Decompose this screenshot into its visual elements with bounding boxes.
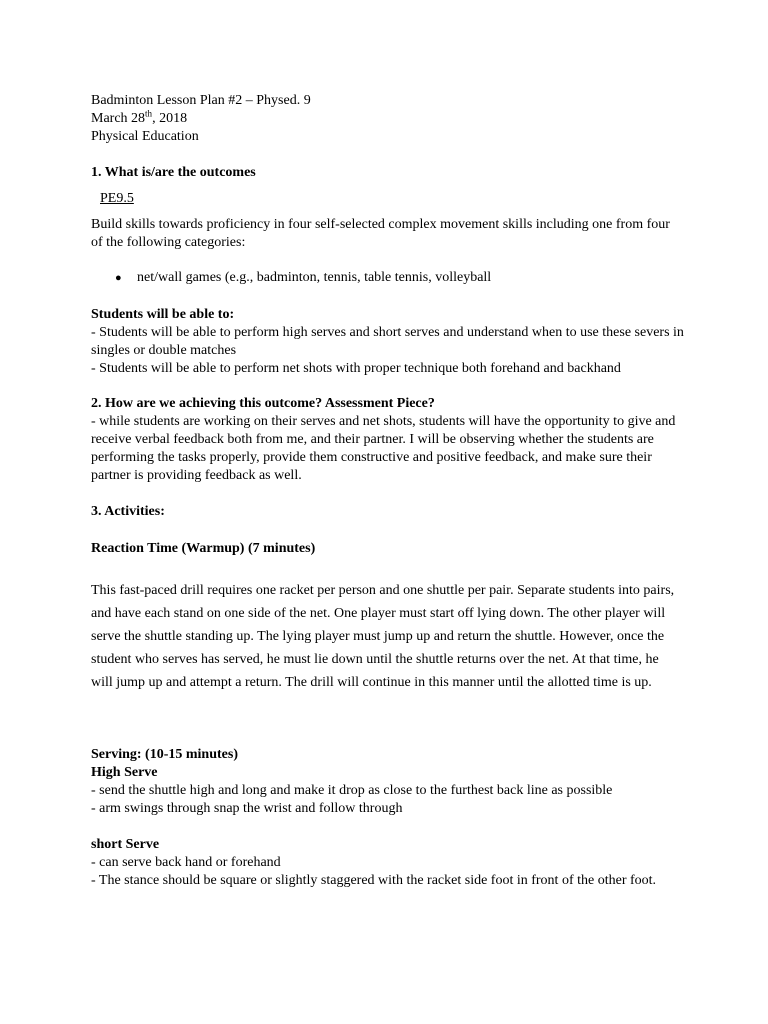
section3-heading: 3. Activities: (91, 504, 165, 519)
list-item: - can serve back hand or forehand (91, 855, 281, 870)
category-list (91, 269, 681, 287)
list-item (91, 269, 681, 287)
date-ordinal: th (145, 108, 153, 119)
able-item (91, 360, 681, 378)
section2-body: - while students are working on their serves and net shots, students will have the opportunity to give and receive verbal feedback both from me, and their partner. I will be observing whether the students are performing the tasks properly, provide them constructive and positive feedback, and make sure their partner is providing feedback as well. (91, 414, 676, 483)
outcome-code-text: PE9.5 (100, 191, 134, 206)
section1-heading: 1. What is/are the outcomes (91, 165, 256, 180)
able-item-text: - Students will be able to perform net shots with proper technique both forehand and backhand (91, 361, 621, 376)
warmup-body: This fast-paced drill requires one racket per person and one shuttle per pair. Separate students into pairs, and have each stand on one side of the net. One player must start off lying down. The other player will serve the shuttle standing up. The lying player must jump up and return the shuttle. However, once the student who serves has served, he must lie down until the shuttle returns over the net. At that time, he will jump up and attempt a return. The drill will continue in this manner until the allotted time is up. (91, 583, 675, 690)
list-item-text: net/wall games (e.g., badminton, tennis, table tennis, volleyball (137, 270, 492, 285)
serving-heading: Serving: (10-15 minutes) (91, 747, 238, 762)
date-prefix: March 28 (91, 111, 146, 126)
document-header (91, 92, 681, 146)
list-item: - The stance should be square or slightly staggered with the racket side foot in front of the other foot. (91, 873, 657, 888)
outcome-description: Build skills towards proficiency in four self-selected complex movement skills including one from four of the following categories: (91, 217, 670, 250)
short-serve-list (91, 854, 681, 872)
able-heading: Students will be able to: (91, 307, 235, 322)
warmup-heading: Reaction Time (Warmup) (7 minutes) (91, 541, 316, 556)
high-serve-list (91, 782, 681, 818)
high-serve-heading: High Serve (91, 765, 158, 780)
list-item: - arm swings through snap the wrist and follow through (91, 801, 403, 816)
section2-heading: 2. How are we achieving this outcome? Assessment Piece? (91, 396, 435, 411)
bullet-icon: ● (115, 272, 122, 284)
lesson-date (91, 110, 681, 128)
date-suffix: , 2018 (152, 111, 188, 126)
able-item: - Students will be able to perform high serves and short serves and understand when to use these severs in singles or double matches (91, 325, 684, 358)
lesson-subject: Physical Education (91, 129, 199, 144)
short-serve-heading: short Serve (91, 837, 160, 852)
outcome-code (100, 190, 690, 208)
list-item: - send the shuttle high and long and make it drop as close to the furthest back line as possible (91, 783, 613, 798)
lesson-title: Badminton Lesson Plan #2 – Physed. 9 (91, 93, 311, 108)
